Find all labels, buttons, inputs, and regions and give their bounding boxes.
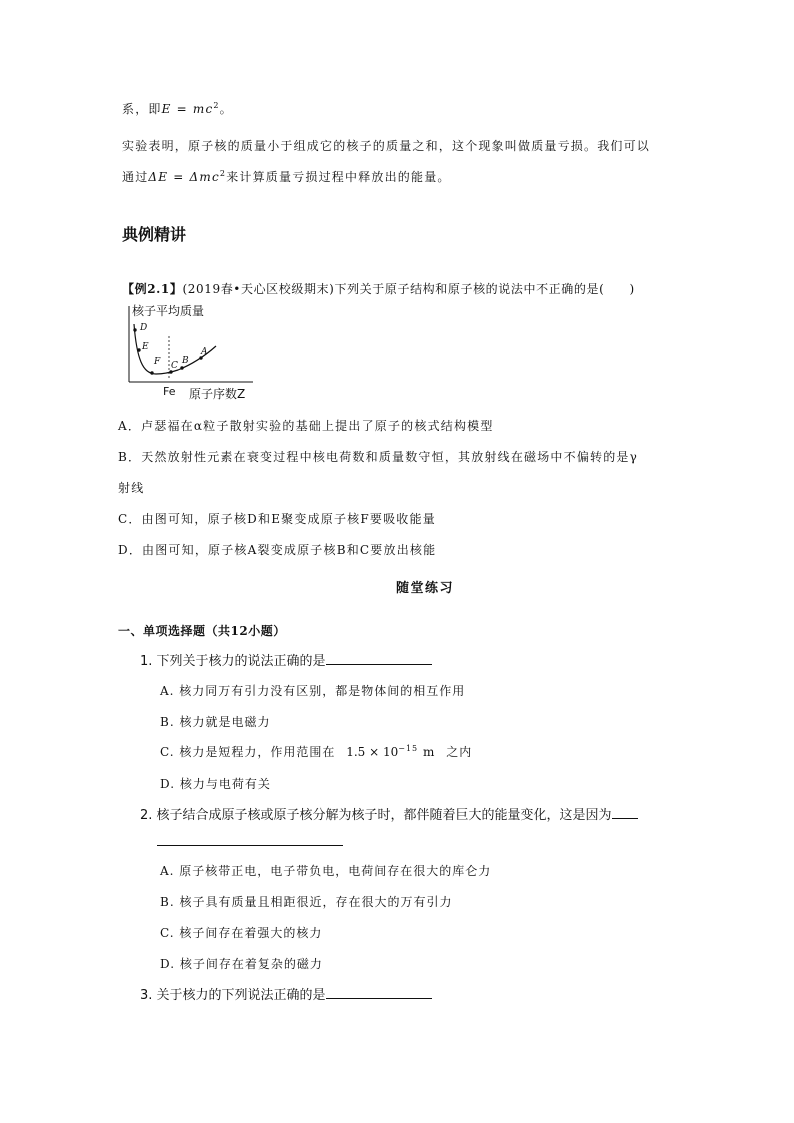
question-2-text: 2. 核子结合成原子核或原子核分解为核子时，都伴随着巨大的能量变化，这是因为 (140, 808, 612, 823)
intro-line-1-prefix: 系，即 (122, 102, 162, 116)
example-question: 下列关于原子结构和原子核的说法中不正确的是( ) (334, 282, 635, 296)
label-D: D (140, 323, 148, 333)
example-source: (2019春•天心区校级期末) (182, 282, 335, 296)
section-title: 典例精讲 (122, 225, 187, 244)
q2-option-d: D. 核子间存在着复杂的磁力 (160, 957, 323, 971)
q1-option-b: B. 核力就是电磁力 (160, 715, 271, 729)
answer-blank-2-continued[interactable] (157, 845, 343, 846)
label-A: A (201, 347, 208, 357)
question-2-stem (140, 804, 638, 823)
q1-range-exp: −15 (398, 744, 419, 753)
formula-exp: 2 (213, 101, 220, 110)
example-option-c: C．由图可知，原子核D和E聚变成原子核F要吸收能量 (118, 512, 436, 526)
q1-range-suffix: 之内 (446, 745, 473, 759)
chart-ylabel: 核子平均质量 (132, 304, 205, 318)
practice-title: 随堂练习 (396, 581, 455, 596)
formula-delta-mc: Δmc (189, 170, 220, 184)
question-3-stem (140, 984, 432, 1003)
question-1-stem (140, 650, 432, 669)
q2-option-a: A. 原子核带正电，电子带负电，电荷间存在很大的库仑力 (160, 864, 492, 878)
q1-option-d: D. 核力与电荷有关 (160, 777, 271, 791)
chart-xlabel: 原子序数Z (189, 387, 246, 400)
formula-eq-2: = (168, 170, 190, 184)
point-D (133, 328, 136, 331)
intro-line-2: 实验表明，原子核的质量小于组成它的核子的质量之和，这个现象叫做质量亏损。我们可以 (122, 139, 651, 153)
label-E: E (142, 342, 149, 352)
answer-blank-2[interactable] (612, 806, 638, 819)
q1-range-value: 1.5 × 10 (346, 745, 399, 759)
formula-mc: mc (192, 102, 214, 116)
question-3-text: 3. 关于核力的下列说法正确的是 (140, 988, 326, 1003)
q1-range-unit: m (418, 745, 436, 759)
intro-line-3 (122, 168, 451, 185)
q1-option-a: A. 核力同万有引力没有区别，都是物体间的相互作用 (160, 684, 466, 698)
example-option-d: D．由图可知，原子核A裂变成原子核B和C要放出核能 (118, 543, 437, 557)
intro-line-3-prefix: 通过 (122, 170, 149, 184)
part1-title: 一、单项选择题（共12小题） (118, 624, 286, 638)
formula-E: E (161, 102, 172, 116)
nucleon-mass-chart (118, 300, 278, 400)
chart-fe-label: Fe (163, 385, 176, 398)
point-E (137, 348, 140, 351)
question-1-text: 1. 下列关于核力的说法正确的是 (140, 654, 326, 669)
q1-option-c-text: C. 核力是短程力，作用范围在 (160, 745, 336, 759)
answer-blank-1[interactable] (326, 652, 432, 665)
intro-line-3-suffix: 来计算质量亏损过程中释放出的能量。 (226, 170, 451, 184)
label-C: C (171, 361, 178, 371)
label-B: B (182, 356, 189, 366)
example-option-a: A．卢瑟福在α粒子散射实验的基础上提出了原子的核式结构模型 (118, 419, 494, 433)
q1-option-c (160, 743, 472, 760)
label-F: F (154, 357, 161, 367)
intro-line-1-suffix: 。 (219, 102, 233, 116)
example-question-line (122, 280, 635, 297)
q2-option-b: B. 核子具有质量且相距很近，存在很大的万有引力 (160, 895, 453, 909)
point-F (150, 371, 153, 374)
formula-exp-2: 2 (219, 169, 227, 178)
formula-eq: = (171, 102, 193, 116)
example-tag: 【例2.1】 (122, 282, 183, 296)
formula-delta-E: ΔE (148, 170, 169, 184)
example-option-b: B．天然放射性元素在衰变过程中核电荷数和质量数守恒，其放射线在磁场中不偏转的是γ (118, 450, 638, 464)
q2-option-c: C. 核子间存在着强大的核力 (160, 926, 323, 940)
answer-blank-3[interactable] (326, 986, 432, 999)
intro-line-1 (122, 100, 233, 117)
example-option-b-cont: 射线 (118, 481, 145, 495)
point-B (180, 366, 183, 369)
